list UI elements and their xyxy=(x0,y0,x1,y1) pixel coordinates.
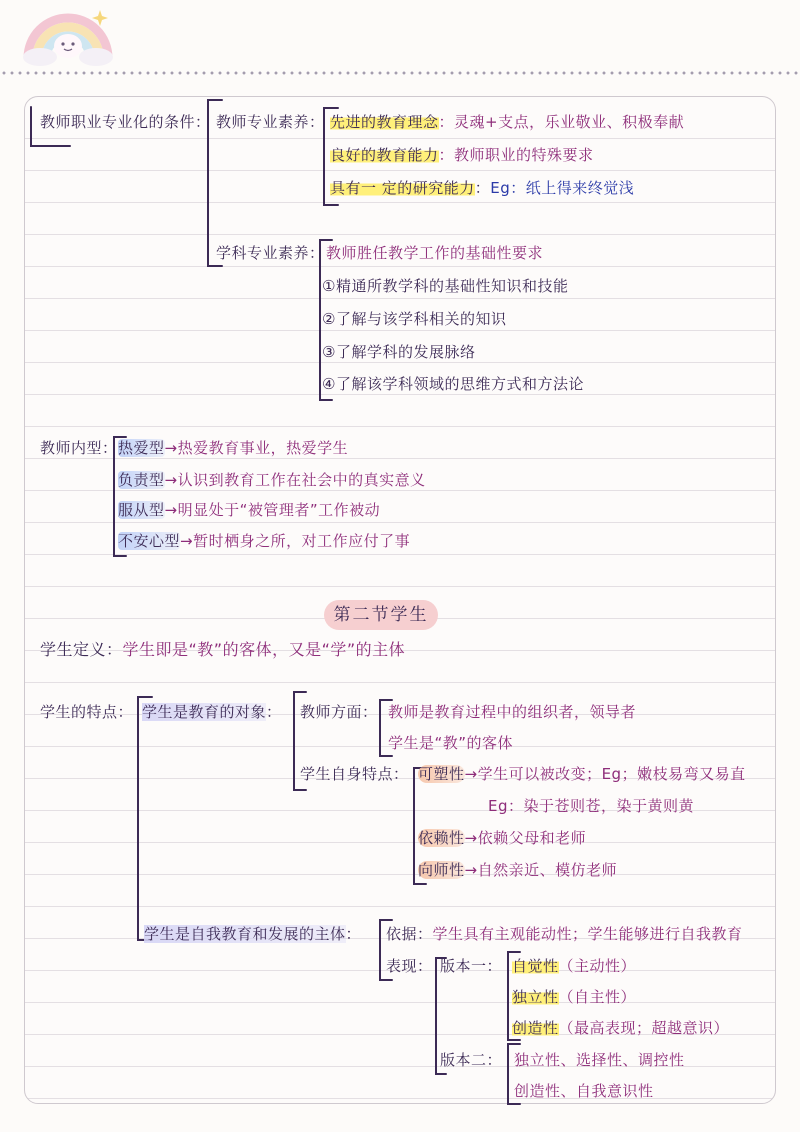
type-key: 服从型 xyxy=(118,501,165,519)
subject-main-colon: ： xyxy=(345,925,362,943)
literacy-key: 先进的教育理念 xyxy=(330,113,439,131)
v1-item-2 xyxy=(512,987,636,1007)
object-colon: ： xyxy=(266,703,282,721)
v1-item-3 xyxy=(512,1018,729,1038)
subject-item-4: ④了解该学科领域的思维方式和方法论 xyxy=(322,375,584,393)
bracket-features xyxy=(138,697,152,940)
label-student-subject xyxy=(144,924,361,944)
v1-value: （最高表现；超越意识） xyxy=(558,1019,730,1037)
self-item-1 xyxy=(418,764,746,784)
v1-key: 独立性 xyxy=(512,988,559,1006)
literacy-item-3 xyxy=(330,178,634,198)
literacy-item-1 xyxy=(330,112,684,132)
v2-item-1: 独立性、选择性、调控性 xyxy=(514,1051,685,1069)
subject-main-label: 学生是自我教育和发展的主体 xyxy=(144,925,346,943)
root-professionalization: 教师职业专业化的条件： xyxy=(40,113,211,131)
self-key: 依赖性 xyxy=(418,829,465,847)
self-value: →依赖父母和老师 xyxy=(464,829,587,847)
root-teacher-types: 教师内型： xyxy=(40,439,118,457)
label-student-object xyxy=(142,702,282,722)
self-item-2: Eg：染于苍则苍，染于黄则黄 xyxy=(488,797,695,815)
self-value: →自然亲近、模仿老师 xyxy=(464,861,618,879)
definition-label: 学生定义： xyxy=(40,640,123,659)
type-item-3 xyxy=(118,500,380,520)
label-teacher-literacy: 教师专业素养： xyxy=(216,113,325,131)
label-student-self: 学生自身特点： xyxy=(300,765,409,783)
self-value: →学生可以被改变；Eg；嫩枝易弯又易直 xyxy=(464,765,746,783)
teacher-side-item-1: 教师是教育过程中的组织者，领导者 xyxy=(388,703,637,721)
self-item-3 xyxy=(418,828,586,848)
section-title: 第二节学生 xyxy=(324,600,438,630)
teacher-side-item-2: 学生是“教”的客体 xyxy=(388,734,514,752)
literacy-key: 具有一 定的研究能力 xyxy=(330,179,475,197)
basis-value: 学生具有主观能动性；学生能够进行自我教育 xyxy=(432,925,743,943)
literacy-item-2 xyxy=(330,145,594,165)
type-key: 热爱型 xyxy=(118,439,165,457)
self-key: 向师性 xyxy=(418,861,465,879)
type-item-1 xyxy=(118,438,348,458)
v1-item-1 xyxy=(512,956,636,976)
type-value: →明显处于“被管理者”工作被动 xyxy=(164,501,381,519)
subject-item-3: ③了解学科的发展脉络 xyxy=(322,343,476,361)
v1-key: 创造性 xyxy=(512,1019,559,1037)
type-value: →认识到教育工作在社会中的真实意义 xyxy=(164,471,426,489)
literacy-value: Eg：纸上得来终觉浅 xyxy=(490,179,635,197)
v1-value: （主动性） xyxy=(558,957,637,975)
definition-value: 学生即是“教”的客体，又是“学”的主体 xyxy=(122,640,406,659)
v2-item-2: 创造性、自我意识性 xyxy=(514,1082,654,1100)
type-key: 负责型 xyxy=(118,471,165,489)
basis-label: 依据： xyxy=(386,925,433,943)
type-item-2 xyxy=(118,470,426,490)
v1-value: （自主性） xyxy=(558,988,637,1006)
type-value: →热爱教育事业，热爱学生 xyxy=(164,439,349,457)
subject-item-0: 教师胜任教学工作的基础性要求 xyxy=(326,244,544,262)
literacy-key: 良好的教育能力 xyxy=(330,146,439,164)
type-item-4 xyxy=(118,531,410,551)
type-value: →暂时栖身之所，对工作应付了事 xyxy=(180,532,411,550)
literacy-value: ：灵魂+支点，乐业敬业、积极奉献 xyxy=(438,113,685,131)
root-student-features: 学生的特点： xyxy=(40,703,134,721)
literacy-value: ：教师职业的特殊要求 xyxy=(438,146,594,164)
literacy-sep: ： xyxy=(474,179,491,197)
subject-item-1: ①精通所教学科的基础性知识和技能 xyxy=(322,277,569,295)
student-definition xyxy=(40,640,405,660)
basis-row xyxy=(386,924,743,944)
type-key: 不安心型 xyxy=(118,532,181,550)
object-label: 学生是教育的对象 xyxy=(142,703,267,721)
self-key: 可塑性 xyxy=(418,765,465,783)
label-version-1: 版本一： xyxy=(440,957,503,975)
subject-item-2: ②了解与该学科相关的知识 xyxy=(322,310,507,328)
self-item-4 xyxy=(418,860,617,880)
v1-key: 自觉性 xyxy=(512,957,559,975)
label-performance: 表现： xyxy=(386,957,433,975)
label-version-2: 版本二： xyxy=(440,1051,503,1069)
label-subject-literacy: 学科专业素养： xyxy=(216,244,325,262)
label-teacher-side: 教师方面： xyxy=(300,703,378,721)
